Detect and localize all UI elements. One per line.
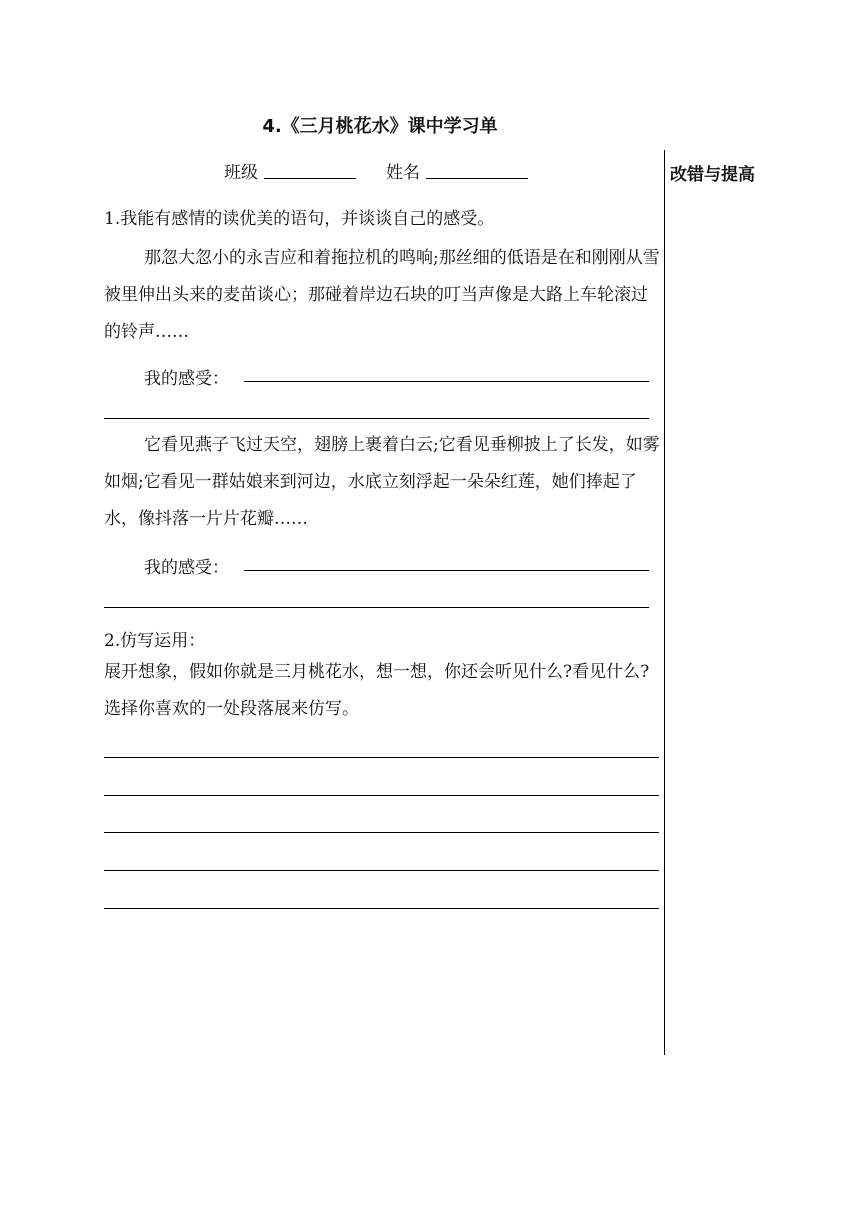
feeling-line-2b[interactable] [104,607,649,608]
side-column-title: 改错与提高 [670,165,755,185]
writing-line-5[interactable] [104,908,659,909]
passage-1 [104,240,664,351]
section1-heading: 1.我能有感情的读优美的语句，并谈谈自己的感受。 [104,209,495,229]
writing-line-3[interactable] [104,832,659,833]
feeling-line-1a[interactable] [244,381,649,382]
section2-heading: 2.仿写运用： [104,631,206,651]
passage-2 [104,427,664,538]
class-label: 班级 [224,163,258,183]
feeling-line-1b[interactable] [104,418,649,419]
class-blank[interactable] [264,178,356,179]
writing-line-4[interactable] [104,870,659,871]
name-blank[interactable] [426,178,528,179]
feeling-label-2: 我的感受： [144,558,229,578]
passage-1-text: 那忽大忽小的永吉应和着拖拉机的鸣响;那丝细的低语是在和刚刚从雪被里伸出头来的麦苗谈心；那碰着岸边石块的叮当声像是大路上车轮滚过的铃声…… [104,248,660,342]
section2-prompt: 展开想象，假如你就是三月桃花水，想一想，你还会听见什么?看见什么?选择你喜欢的一处段落展来仿写。 [104,662,650,719]
feeling-label-1: 我的感受： [144,369,229,389]
page-title: 4.《三月桃花水》课中学习单 [262,116,498,137]
feeling-line-2a[interactable] [244,570,649,571]
writing-line-2[interactable] [104,795,659,796]
writing-line-1[interactable] [104,757,659,758]
name-label: 姓名 [386,163,420,183]
passage-2-text: 它看见燕子飞过天空，翅膀上裹着白云;它看见垂柳披上了长发，如雾如烟;它看见一群姑娘来到河边，水底立刻浮起一朵朵红莲，她们捧起了水，像抖落一片片花瓣…… [104,435,660,529]
column-divider [664,150,665,1055]
